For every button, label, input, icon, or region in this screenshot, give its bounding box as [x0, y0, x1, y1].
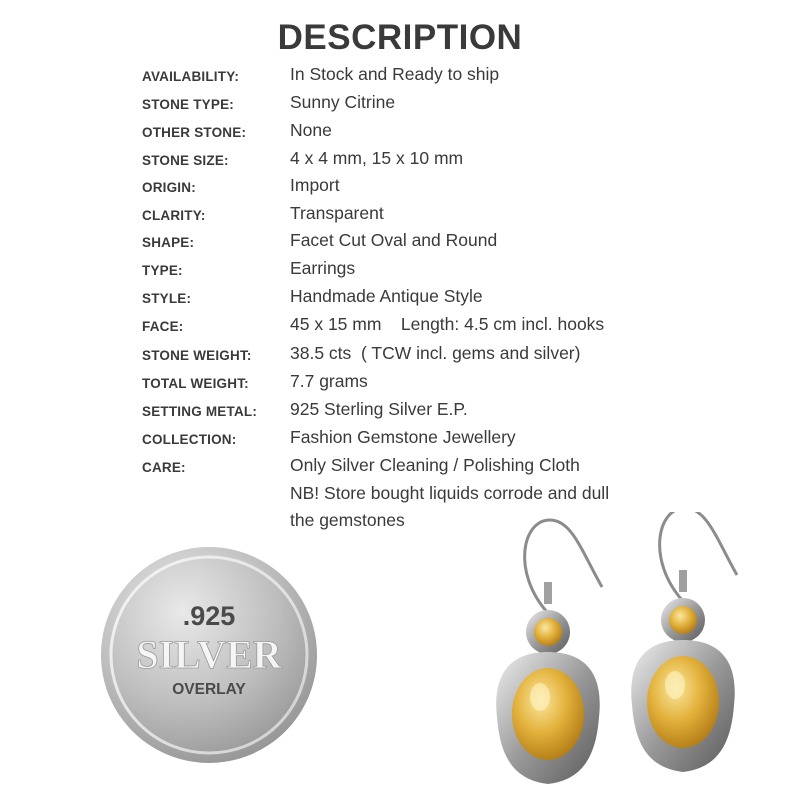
- silver-overlay-badge: [99, 545, 319, 765]
- spec-label: ORIGIN:: [142, 180, 196, 195]
- spec-label: STYLE:: [142, 291, 192, 306]
- spec-value: Fashion Gemstone Jewellery: [290, 427, 516, 447]
- badge-line-925: .925: [182, 601, 236, 631]
- spec-value: 925 Sterling Silver E.P.: [290, 399, 468, 419]
- spec-label: TOTAL WEIGHT:: [142, 376, 249, 391]
- spec-row-style: [0, 286, 800, 310]
- spec-row-setting-metal: [0, 399, 800, 423]
- spec-row-collection: [0, 427, 800, 451]
- spec-row-availability: [0, 64, 800, 88]
- page-title: DESCRIPTION: [277, 18, 523, 57]
- spec-row-clarity: [0, 203, 800, 227]
- care-note-line-1: NB! Store bought liquids corrode and dull: [290, 483, 610, 503]
- care-note-line-2: the gemstones: [290, 510, 405, 530]
- spec-value: Only Silver Cleaning / Polishing Cloth: [290, 455, 580, 475]
- spec-value: 4 x 4 mm, 15 x 10 mm: [290, 148, 464, 168]
- spec-value: 38.5 cts ( TCW incl. gems and silver): [290, 343, 581, 363]
- spec-row-shape: [0, 230, 800, 254]
- spec-value: Facet Cut Oval and Round: [290, 230, 498, 250]
- spec-value: Transparent: [290, 203, 384, 223]
- spec-label: CLARITY:: [142, 208, 206, 223]
- badge-line-overlay: OVERLAY: [172, 681, 246, 698]
- spec-row-total-weight: [0, 371, 800, 395]
- spec-value: In Stock and Ready to ship: [290, 64, 500, 84]
- spec-label: OTHER STONE:: [142, 125, 247, 140]
- spec-label: SETTING METAL:: [142, 404, 258, 419]
- spec-row-other-stone: [0, 120, 800, 144]
- spec-label: FACE:: [142, 319, 184, 334]
- spec-value: Sunny Citrine: [290, 92, 396, 112]
- spec-label: STONE WEIGHT:: [142, 348, 252, 363]
- spec-row-face: [0, 314, 800, 338]
- spec-value: 7.7 grams: [290, 371, 368, 391]
- spec-label: AVAILABILITY:: [142, 69, 240, 84]
- spec-row-origin: [0, 175, 800, 199]
- spec-label: STONE SIZE:: [142, 153, 229, 168]
- spec-row-care-note: [0, 483, 800, 507]
- spec-row-stone-weight: [0, 343, 800, 367]
- right-earring: [631, 512, 737, 772]
- spec-row-stone-size: [0, 148, 800, 172]
- spec-row-care: [0, 455, 800, 479]
- earrings-image: [492, 512, 782, 797]
- spec-value: Handmade Antique Style: [290, 286, 483, 306]
- left-earring: [496, 520, 602, 784]
- spec-value: None: [290, 120, 332, 140]
- spec-value: Import: [290, 175, 340, 195]
- spec-label: SHAPE:: [142, 235, 195, 250]
- spec-row-stone-type: [0, 92, 800, 116]
- spec-value: Earrings: [290, 258, 356, 278]
- spec-row-type: [0, 258, 800, 282]
- spec-label: TYPE:: [142, 263, 183, 278]
- spec-label: CARE:: [142, 460, 186, 475]
- spec-label: STONE TYPE:: [142, 97, 234, 112]
- spec-value: 45 x 15 mm Length: 4.5 cm incl. hooks: [290, 314, 605, 334]
- badge-line-silver: SILVER: [136, 632, 282, 677]
- spec-label: COLLECTION:: [142, 432, 237, 447]
